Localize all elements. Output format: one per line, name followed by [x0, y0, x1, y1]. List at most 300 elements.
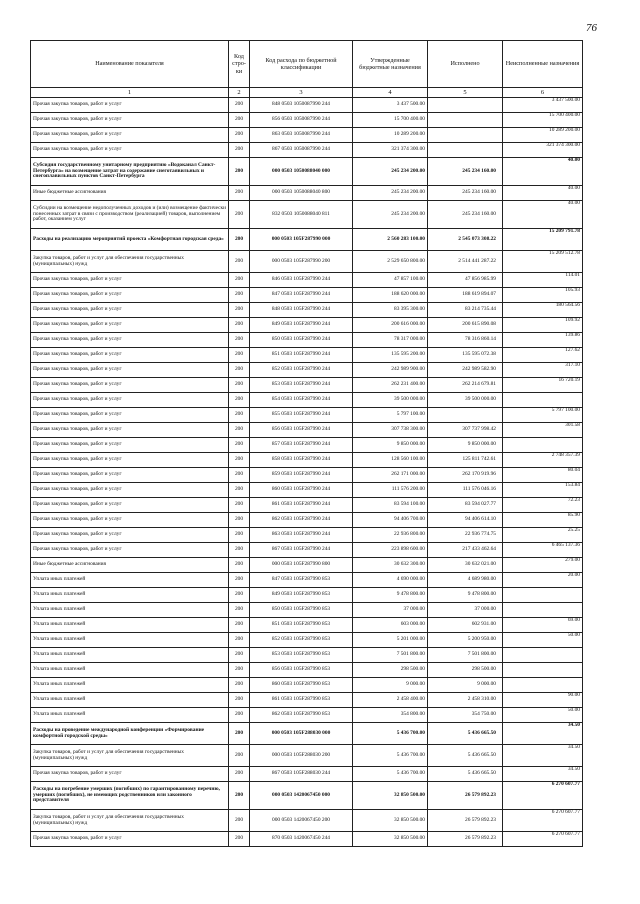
row-unexecuted: [503, 588, 583, 603]
row-line-code: 200: [229, 453, 250, 468]
table-row: [31, 423, 583, 438]
row-executed: 37 000.00: [428, 603, 503, 618]
row-name: Прочая закупка товаров, работ и услуг: [31, 513, 229, 528]
row-line-code: 200: [229, 832, 250, 847]
row-name: Уплата иных платежей: [31, 588, 229, 603]
row-unexecuted: 10 289 200.00: [503, 128, 583, 143]
row-budget-code: 846 0503 105F287990 244: [250, 273, 353, 288]
header-name: Наименование показателя: [31, 41, 229, 88]
row-line-code: 200: [229, 303, 250, 318]
row-approved: 245 234 200.00: [353, 158, 428, 186]
row-approved: 83 395 300.00: [353, 303, 428, 318]
row-budget-code: 856 0503 1050087990 244: [250, 113, 353, 128]
row-unexecuted: 180 564.56: [503, 303, 583, 318]
row-line-code: 200: [229, 633, 250, 648]
row-line-code: 200: [229, 483, 250, 498]
row-executed: 2 545 073 308.22: [428, 229, 503, 251]
row-budget-code: 867 0503 105F288030 244: [250, 767, 353, 782]
row-line-code: 200: [229, 573, 250, 588]
row-executed: 9 850 000.00: [428, 438, 503, 453]
table-row: [31, 378, 583, 393]
row-executed: 83 594 027.77: [428, 498, 503, 513]
row-executed: 245 234 160.00: [428, 186, 503, 201]
row-name: Прочая закупка товаров, работ и услуг: [31, 113, 229, 128]
table-row: [31, 767, 583, 782]
row-budget-code: 867 0503 105F287990 244: [250, 543, 353, 558]
row-unexecuted: 90.00: [503, 693, 583, 708]
table-row: [31, 201, 583, 229]
row-name: Прочая закупка товаров, работ и услуг: [31, 128, 229, 143]
row-approved: 9 850 000.00: [353, 438, 428, 453]
table-row: [31, 393, 583, 408]
row-name: Закупка товаров, работ и услуг для обеспечения государственных (муниципальных) нужд: [31, 810, 229, 832]
column-number: 2: [229, 88, 250, 98]
row-budget-code: 862 0503 105F287990 853: [250, 708, 353, 723]
table-row: [31, 483, 583, 498]
table-row: [31, 528, 583, 543]
row-budget-code: 000 0503 1420067450 200: [250, 810, 353, 832]
row-unexecuted: 109.92: [503, 318, 583, 333]
row-executed: 2 458 310.00: [428, 693, 503, 708]
row-approved: 5 797 100.00: [353, 408, 428, 423]
column-number: 1: [31, 88, 229, 98]
row-approved: 223 898 600.00: [353, 543, 428, 558]
row-budget-code: 852 0503 105F287990 853: [250, 633, 353, 648]
row-executed: 5 200 950.00: [428, 633, 503, 648]
row-name: Субсидии на возмещение недополученных доходов и (или) возмещение фактически понесенных затрат в связи с производством (реализацией) товаров, выполнением работ, оказанием услуг: [31, 201, 229, 229]
column-number: 3: [250, 88, 353, 98]
row-approved: 9 478 800.00: [353, 588, 428, 603]
row-line-code: 200: [229, 251, 250, 273]
header-line: Код стро-ки: [229, 41, 250, 88]
row-approved: 2 560 283 100.00: [353, 229, 428, 251]
row-budget-code: 853 0503 105F287990 853: [250, 648, 353, 663]
row-unexecuted: 2 748 357.39: [503, 453, 583, 468]
row-budget-code: 851 0503 105F287990 244: [250, 348, 353, 363]
row-line-code: 200: [229, 693, 250, 708]
table-row: [31, 558, 583, 573]
row-budget-code: 867 0503 1050087990 244: [250, 143, 353, 158]
table-row: [31, 693, 583, 708]
table-row: [31, 573, 583, 588]
row-unexecuted: 50.00: [503, 633, 583, 648]
row-line-code: 200: [229, 333, 250, 348]
row-name: Прочая закупка товаров, работ и услуг: [31, 333, 229, 348]
row-budget-code: 860 0503 105F287990 244: [250, 483, 353, 498]
row-unexecuted: 6 270 607.77: [503, 832, 583, 847]
row-executed: 245 234 160.00: [428, 201, 503, 229]
row-unexecuted: 5 797 100.00: [503, 408, 583, 423]
row-line-code: 200: [229, 113, 250, 128]
row-name: Расходы на погребение умерших (погибших) по гарантированному перечню, умерших (погибших), не имеющих родственников или законного представителя: [31, 782, 229, 810]
row-approved: 83 594 100.00: [353, 498, 428, 513]
row-line-code: 200: [229, 143, 250, 158]
row-name: Закупка товаров, работ и услуг для обеспечения государственных (муниципальных) нужд: [31, 251, 229, 273]
row-line-code: 200: [229, 528, 250, 543]
row-name: Прочая закупка товаров, работ и услуг: [31, 363, 229, 378]
row-approved: 9 000.00: [353, 678, 428, 693]
row-unexecuted: 85.90: [503, 513, 583, 528]
row-approved: 298 500.00: [353, 663, 428, 678]
row-unexecuted: 127.62: [503, 348, 583, 363]
row-unexecuted: 153.84: [503, 483, 583, 498]
row-budget-code: 832 0503 1050088040 811: [250, 201, 353, 229]
row-name: Иные бюджетные ассигнования: [31, 558, 229, 573]
row-name: Расходы на реализацию мероприятий проекта «Комфортная городская среда»: [31, 229, 229, 251]
row-name: Уплата иных платежей: [31, 633, 229, 648]
row-unexecuted: 34.50: [503, 745, 583, 767]
row-unexecuted: [503, 678, 583, 693]
row-line-code: 200: [229, 723, 250, 745]
header-unexecuted: Неисполненные назначения: [503, 41, 583, 88]
row-approved: 30 632 300.00: [353, 558, 428, 573]
row-approved: 111 576 200.00: [353, 483, 428, 498]
table-row: [31, 782, 583, 810]
row-executed: 83 214 735.44: [428, 303, 503, 318]
row-name: Прочая закупка товаров, работ и услуг: [31, 423, 229, 438]
table-row: [31, 303, 583, 318]
row-budget-code: 858 0503 105F287990 244: [250, 453, 353, 468]
row-budget-code: 848 0503 1050087990 244: [250, 98, 353, 113]
row-approved: 262 231 400.00: [353, 378, 428, 393]
row-name: Прочая закупка товаров, работ и услуг: [31, 408, 229, 423]
row-unexecuted: 15 209 791.78: [503, 229, 583, 251]
table-row: [31, 543, 583, 558]
row-budget-code: 847 0503 105F287990 244: [250, 288, 353, 303]
row-approved: 128 560 100.00: [353, 453, 428, 468]
row-executed: 26 579 892.23: [428, 810, 503, 832]
row-name: Прочая закупка товаров, работ и услуг: [31, 453, 229, 468]
row-name: Закупка товаров, работ и услуг для обеспечения государственных (муниципальных) нужд: [31, 745, 229, 767]
row-unexecuted: [503, 393, 583, 408]
row-executed: 262 170 919.96: [428, 468, 503, 483]
row-name: Уплата иных платежей: [31, 648, 229, 663]
row-approved: 5 436 700.00: [353, 723, 428, 745]
row-executed: [428, 408, 503, 423]
table-row: [31, 453, 583, 468]
row-unexecuted: 25.25: [503, 528, 583, 543]
row-name: Прочая закупка товаров, работ и услуг: [31, 303, 229, 318]
row-name: Прочая закупка товаров, работ и услуг: [31, 528, 229, 543]
row-line-code: 200: [229, 498, 250, 513]
row-budget-code: 849 0503 105F287990 853: [250, 588, 353, 603]
row-approved: 245 234 200.00: [353, 201, 428, 229]
row-executed: 30 632 021.00: [428, 558, 503, 573]
row-executed: 217 433 462.64: [428, 543, 503, 558]
row-name: Прочая закупка товаров, работ и услуг: [31, 98, 229, 113]
row-approved: 39 500 000.00: [353, 393, 428, 408]
row-unexecuted: 72.23: [503, 498, 583, 513]
page-number: 76: [586, 22, 597, 34]
table-row: [31, 273, 583, 288]
row-approved: 188 620 000.00: [353, 288, 428, 303]
table-row: [31, 438, 583, 453]
header-executed: Исполнено: [428, 41, 503, 88]
row-line-code: 200: [229, 408, 250, 423]
table-row: [31, 186, 583, 201]
row-budget-code: 859 0503 105F287990 244: [250, 468, 353, 483]
row-executed: 5 436 665.50: [428, 767, 503, 782]
row-approved: 5 436 700.00: [353, 767, 428, 782]
row-approved: 10 289 200.00: [353, 128, 428, 143]
row-executed: 94 406 614.10: [428, 513, 503, 528]
row-line-code: 200: [229, 288, 250, 303]
row-name: Уплата иных платежей: [31, 663, 229, 678]
row-name: Прочая закупка товаров, работ и услуг: [31, 393, 229, 408]
row-approved: 135 595 200.00: [353, 348, 428, 363]
row-executed: 22 936 774.75: [428, 528, 503, 543]
row-budget-code: 000 0503 105F287990 800: [250, 558, 353, 573]
row-budget-code: 000 0503 105F287990 200: [250, 251, 353, 273]
row-executed: 39 500 000.00: [428, 393, 503, 408]
row-name: Прочая закупка товаров, работ и услуг: [31, 348, 229, 363]
row-executed: 9 000.00: [428, 678, 503, 693]
row-budget-code: 870 0503 1420067450 244: [250, 832, 353, 847]
table-row: [31, 288, 583, 303]
table-row: [31, 588, 583, 603]
row-name: Прочая закупка товаров, работ и услуг: [31, 318, 229, 333]
row-approved: 307 738 300.00: [353, 423, 428, 438]
row-line-code: 200: [229, 782, 250, 810]
row-line-code: 200: [229, 543, 250, 558]
row-approved: 32 850 500.00: [353, 832, 428, 847]
row-executed: 4 689 980.00: [428, 573, 503, 588]
row-approved: 47 857 100.00: [353, 273, 428, 288]
table-row: [31, 633, 583, 648]
row-line-code: 200: [229, 468, 250, 483]
row-budget-code: 863 0503 1050087990 244: [250, 128, 353, 143]
row-unexecuted: 105.93: [503, 288, 583, 303]
row-budget-code: 850 0503 105F287990 244: [250, 333, 353, 348]
row-line-code: 200: [229, 648, 250, 663]
row-executed: 111 576 046.16: [428, 483, 503, 498]
row-name: Прочая закупка товаров, работ и услуг: [31, 498, 229, 513]
row-executed: 307 737 998.42: [428, 423, 503, 438]
row-budget-code: 000 0503 105F288030 000: [250, 723, 353, 745]
row-line-code: 200: [229, 201, 250, 229]
row-line-code: 200: [229, 513, 250, 528]
row-approved: 32 850 500.00: [353, 810, 428, 832]
row-line-code: 200: [229, 229, 250, 251]
row-name: Прочая закупка товаров, работ и услуг: [31, 832, 229, 847]
row-line-code: 200: [229, 810, 250, 832]
row-executed: 47 856 985.99: [428, 273, 503, 288]
row-unexecuted: [503, 663, 583, 678]
row-name: Прочая закупка товаров, работ и услуг: [31, 483, 229, 498]
row-budget-code: 000 0503 1050088040 000: [250, 158, 353, 186]
row-unexecuted: 301.58: [503, 423, 583, 438]
table-row: [31, 128, 583, 143]
row-budget-code: 000 0503 1050088040 800: [250, 186, 353, 201]
row-line-code: 200: [229, 393, 250, 408]
row-executed: 242 989 582.90: [428, 363, 503, 378]
row-executed: 298 500.00: [428, 663, 503, 678]
row-line-code: 200: [229, 767, 250, 782]
row-approved: 32 850 500.00: [353, 782, 428, 810]
row-approved: 37 000.00: [353, 603, 428, 618]
row-approved: 4 690 000.00: [353, 573, 428, 588]
row-unexecuted: 34.50: [503, 767, 583, 782]
row-line-code: 200: [229, 618, 250, 633]
row-budget-code: 849 0503 105F287990 244: [250, 318, 353, 333]
row-budget-code: 857 0503 105F287990 244: [250, 438, 353, 453]
table-row: [31, 251, 583, 273]
row-line-code: 200: [229, 745, 250, 767]
row-unexecuted: 80.04: [503, 468, 583, 483]
row-unexecuted: 50.00: [503, 708, 583, 723]
row-line-code: 200: [229, 678, 250, 693]
row-unexecuted: 279.00: [503, 558, 583, 573]
row-approved: 2 458 400.00: [353, 693, 428, 708]
row-executed: 188 619 894.07: [428, 288, 503, 303]
row-executed: [428, 143, 503, 158]
row-budget-code: 853 0503 105F287990 244: [250, 378, 353, 393]
row-name: Уплата иных платежей: [31, 573, 229, 588]
column-number: 4: [353, 88, 428, 98]
row-line-code: 200: [229, 363, 250, 378]
row-line-code: 200: [229, 348, 250, 363]
row-line-code: 200: [229, 158, 250, 186]
table-row: [31, 663, 583, 678]
row-approved: 78 317 000.00: [353, 333, 428, 348]
row-unexecuted: [503, 648, 583, 663]
row-name: Прочая закупка товаров, работ и услуг: [31, 468, 229, 483]
row-approved: 5 201 000.00: [353, 633, 428, 648]
row-executed: 78 316 860.14: [428, 333, 503, 348]
table-row: [31, 158, 583, 186]
row-budget-code: 863 0503 105F287990 244: [250, 528, 353, 543]
table-row: [31, 708, 583, 723]
row-executed: [428, 98, 503, 113]
row-budget-code: 861 0503 105F287990 853: [250, 693, 353, 708]
table-row: [31, 618, 583, 633]
row-executed: 135 595 072.38: [428, 348, 503, 363]
row-line-code: 200: [229, 98, 250, 113]
row-executed: 125 811 742.61: [428, 453, 503, 468]
row-unexecuted: 6 465 137.36: [503, 543, 583, 558]
table-row: [31, 318, 583, 333]
row-executed: 5 436 665.50: [428, 745, 503, 767]
table-row: [31, 832, 583, 847]
row-unexecuted: 15 700 400.00: [503, 113, 583, 128]
row-name: Расходы на проведение международной конференции «Формирование комфортной городской среды»: [31, 723, 229, 745]
row-name: Прочая закупка товаров, работ и услуг: [31, 438, 229, 453]
table-row: [31, 229, 583, 251]
row-budget-code: 856 0503 105F287990 244: [250, 423, 353, 438]
row-line-code: 200: [229, 438, 250, 453]
row-line-code: 200: [229, 273, 250, 288]
row-approved: 321 374 300.00: [353, 143, 428, 158]
row-budget-code: 860 0503 105F287990 853: [250, 678, 353, 693]
row-unexecuted: 317.10: [503, 363, 583, 378]
row-name: Прочая закупка товаров, работ и услуг: [31, 767, 229, 782]
table-row: [31, 98, 583, 113]
row-name: Уплата иных платежей: [31, 678, 229, 693]
row-approved: 200 616 000.00: [353, 318, 428, 333]
row-unexecuted: 15 209 512.78: [503, 251, 583, 273]
row-budget-code: 000 0503 1420067450 000: [250, 782, 353, 810]
row-unexecuted: 139.86: [503, 333, 583, 348]
row-budget-code: 855 0503 105F287990 244: [250, 408, 353, 423]
row-unexecuted: 6 270 607.77: [503, 810, 583, 832]
row-executed: 7 501 800.00: [428, 648, 503, 663]
header-code: Код расхода по бюджетной классификации: [250, 41, 353, 88]
row-name: Прочая закупка товаров, работ и услуг: [31, 378, 229, 393]
row-executed: 602 931.00: [428, 618, 503, 633]
row-name: Уплата иных платежей: [31, 618, 229, 633]
row-budget-code: 850 0503 105F287990 853: [250, 603, 353, 618]
table-row: [31, 348, 583, 363]
row-unexecuted: [503, 438, 583, 453]
row-line-code: 200: [229, 663, 250, 678]
row-unexecuted: 40.00: [503, 158, 583, 186]
row-name: Субсидия государственному унитарному предприятию «Водоканал Санкт-Петербурга» на возмещение затрат на содержание снеготаявильных и снегоплавильных пунктов Санкт-Петербурга: [31, 158, 229, 186]
table-row: [31, 810, 583, 832]
row-executed: 26 579 892.23: [428, 832, 503, 847]
row-executed: 245 234 160.00: [428, 158, 503, 186]
table-row: [31, 603, 583, 618]
row-budget-code: 862 0503 105F287990 244: [250, 513, 353, 528]
row-unexecuted: 6 270 607.77: [503, 782, 583, 810]
row-approved: 354 800.00: [353, 708, 428, 723]
table-body: [31, 98, 583, 847]
table-row: [31, 513, 583, 528]
row-name: Прочая закупка товаров, работ и услуг: [31, 273, 229, 288]
row-budget-code: 854 0503 105F287990 244: [250, 393, 353, 408]
row-approved: 245 234 200.00: [353, 186, 428, 201]
table-row: [31, 408, 583, 423]
row-line-code: 200: [229, 603, 250, 618]
row-unexecuted: 20.00: [503, 573, 583, 588]
column-number: 5: [428, 88, 503, 98]
table-row: [31, 678, 583, 693]
row-line-code: 200: [229, 558, 250, 573]
row-name: Уплата иных платежей: [31, 603, 229, 618]
table-row: [31, 745, 583, 767]
row-budget-code: 851 0503 105F287990 853: [250, 618, 353, 633]
row-line-code: 200: [229, 318, 250, 333]
row-executed: [428, 113, 503, 128]
row-unexecuted: 16 720.19: [503, 378, 583, 393]
row-line-code: 200: [229, 423, 250, 438]
row-approved: 242 989 900.00: [353, 363, 428, 378]
table-row: [31, 333, 583, 348]
row-name: Прочая закупка товаров, работ и услуг: [31, 288, 229, 303]
row-line-code: 200: [229, 128, 250, 143]
row-unexecuted: 3 437 500.00: [503, 98, 583, 113]
row-name: Иные бюджетные ассигнования: [31, 186, 229, 201]
row-unexecuted: 40.00: [503, 186, 583, 201]
row-approved: 94 406 700.00: [353, 513, 428, 528]
row-approved: 5 436 700.00: [353, 745, 428, 767]
row-name: Прочая закупка товаров, работ и услуг: [31, 543, 229, 558]
row-name: Прочая закупка товаров, работ и услуг: [31, 143, 229, 158]
budget-execution-table: [30, 40, 583, 847]
row-approved: 3 437 500.00: [353, 98, 428, 113]
row-executed: 354 750.00: [428, 708, 503, 723]
row-line-code: 200: [229, 588, 250, 603]
table-row: [31, 363, 583, 378]
row-line-code: 200: [229, 186, 250, 201]
row-line-code: 200: [229, 708, 250, 723]
header-row: [31, 41, 583, 88]
row-executed: 26 579 892.23: [428, 782, 503, 810]
table-row: [31, 113, 583, 128]
row-budget-code: 847 0503 105F287990 853: [250, 573, 353, 588]
row-budget-code: 000 0503 105F288030 200: [250, 745, 353, 767]
row-budget-code: 861 0503 105F287990 244: [250, 498, 353, 513]
row-executed: 5 436 665.50: [428, 723, 503, 745]
